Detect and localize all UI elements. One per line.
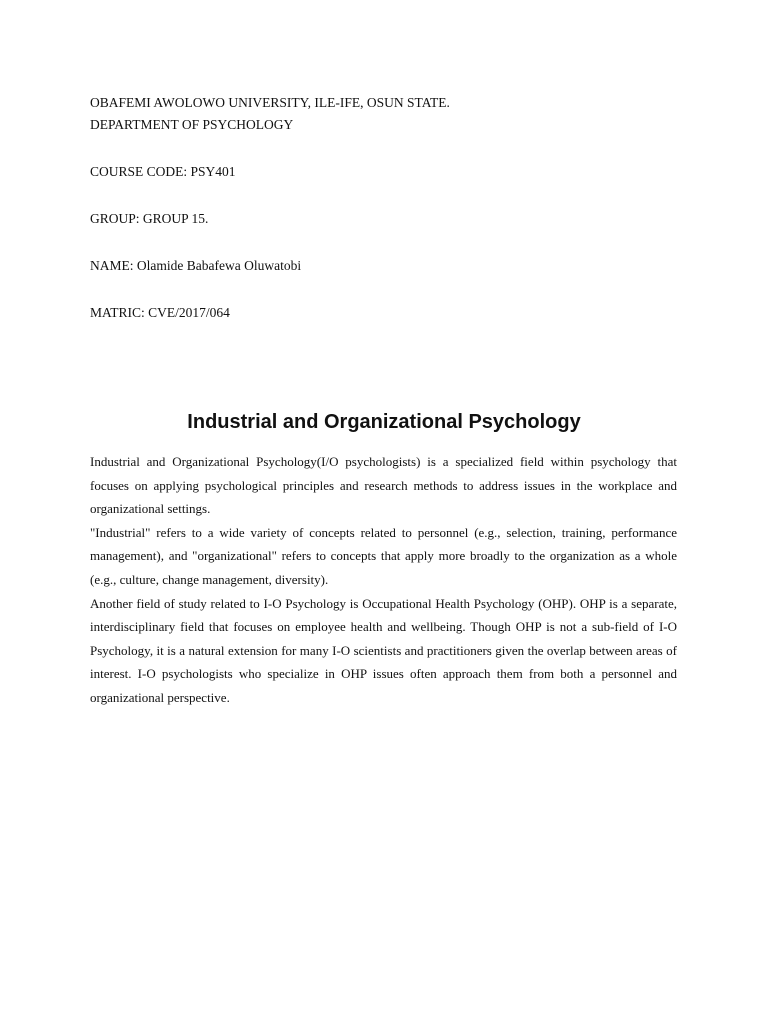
document-body [90, 450, 677, 710]
group-line: GROUP: GROUP 15. [90, 211, 209, 226]
body-paragraph-1: Industrial and Organizational Psychology(I/O psychologists) is a specialized field within psychology that focuses on applying psychological principles and research methods to address issues in the workplace and organizational settings. [90, 454, 677, 517]
department-line: DEPARTMENT OF PSYCHOLOGY [90, 117, 294, 132]
course-code-line: COURSE CODE: PSY401 [90, 164, 236, 179]
body-paragraph-3: Another field of study related to I-O Psychology is Occupational Health Psychology (OHP). OHP is a separate, interdisciplinary field that focuses on employee health and wellbeing. Though OHP is not a sub-field of I-O Psychology, it is a natural extension for many I-O scientists and practitioners given the overlap between areas of interest. I-O psychologists who specialize in OHP issues often approach them from both a personnel and organizational perspective. [90, 595, 677, 705]
document-title: Industrial and Organizational Psychology [187, 411, 581, 433]
document-header [90, 92, 690, 324]
body-paragraph-2: "Industrial" refers to a wide variety of concepts related to personnel (e.g., selection, training, performance management), and "organizational" refers to concepts that apply more broadly to the organization as a whole (e.g., culture, change management, diversity). [90, 524, 677, 587]
name-line: NAME: Olamide Babafewa Oluwatobi [90, 258, 302, 273]
university-line: OBAFEMI AWOLOWO UNIVERSITY, ILE-IFE, OSUN STATE. [90, 95, 450, 110]
matric-line: MATRIC: CVE/2017/064 [90, 305, 230, 320]
